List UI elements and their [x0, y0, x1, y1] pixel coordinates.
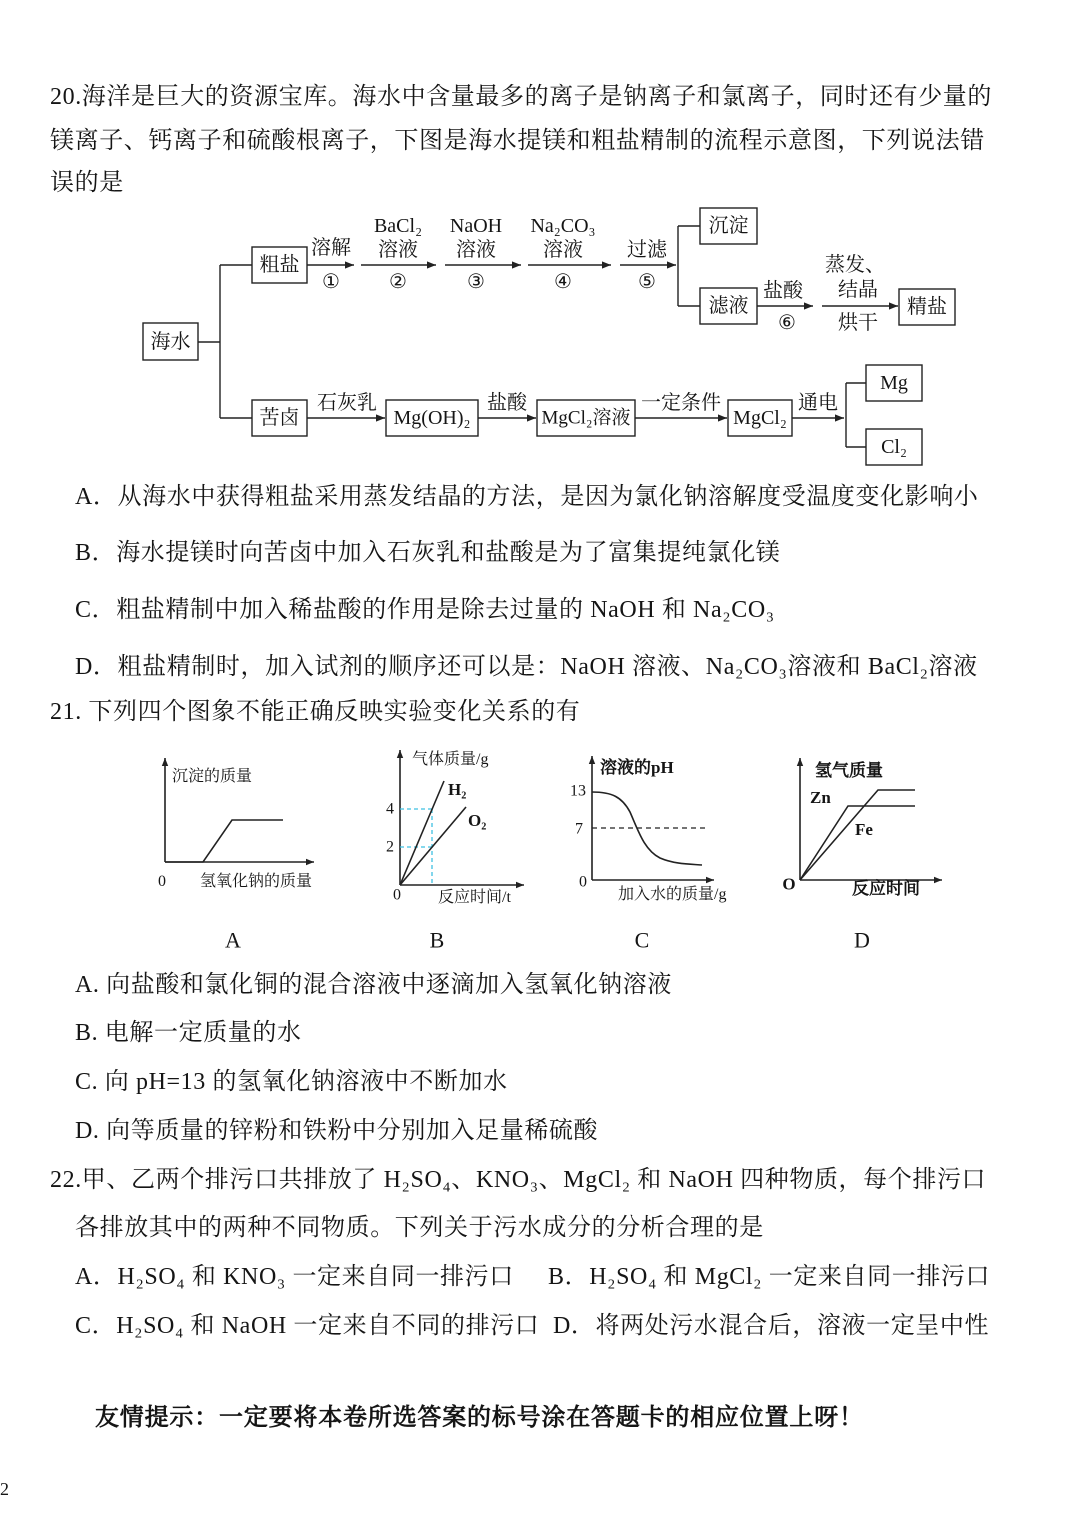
graph-c-tick-7: 7 [575, 820, 583, 838]
label-mgcl2-solution: MgCl₂溶液 [541, 407, 631, 429]
graph-d-y-label: 氢气质量 [815, 761, 883, 780]
electrolysis-branch-lines [846, 383, 866, 447]
friendly-tip: 友情提示：一定要将本卷所选答案的标号涂在答题卡的相应位置上呀！ [95, 1405, 864, 1431]
step5-number: ⑤ [638, 271, 656, 293]
lime-milk-label: 石灰乳 [317, 392, 377, 414]
step4-reagent: Na₂CO₃ [530, 215, 596, 237]
graph-a-origin: 0 [158, 873, 166, 890]
q21-option-c: C. 向 pH=13 的氢氧化钠溶液中不断加水 [75, 1069, 508, 1095]
step5-label: 过滤 [627, 239, 667, 261]
step3-reagent: NaOH [449, 215, 503, 237]
graph-b-y-label: 气体质量/g [412, 751, 489, 768]
seawater-branch-lines [198, 265, 252, 418]
step3-label: 溶液 [456, 239, 496, 261]
graph-a-caption: A [225, 927, 241, 953]
step1-label: 溶解 [311, 237, 351, 259]
q22-option-c: C．H₂SO₄ 和 NaOH 一定来自不同的排污口 [75, 1313, 540, 1339]
step2-number: ② [389, 271, 407, 293]
graph-d-fe-label: Fe [855, 820, 873, 839]
q21-option-b: B. 电解一定质量的水 [75, 1020, 302, 1046]
step7-label-line1: 蒸发、 [825, 254, 885, 276]
graph-b-tick-4: 4 [386, 800, 394, 818]
q20-stem-line-3: 误的是 [50, 170, 124, 196]
q20-option-c: C．粗盐精制中加入稀盐酸的作用是除去过量的 NaOH 和 Na₂CO₃ [75, 597, 775, 623]
step6-label: 盐酸 [763, 280, 803, 302]
graph-c [570, 756, 726, 953]
label-precipitate: 沉淀 [708, 215, 749, 237]
q22-option-b: B．H₂SO₄ 和 MgCl₂ 一定来自同一排污口 [548, 1264, 991, 1290]
q20-stem-line-1: 20.海洋是巨大的资源宝库。海水中含量最多的离子是钠离子和氯离子，同时还有少量的 [50, 84, 992, 110]
step4-label: 溶液 [543, 239, 583, 261]
label-filtrate: 滤液 [708, 295, 749, 317]
q21-option-d: D. 向等质量的锌粉和铁粉中分别加入足量稀硫酸 [75, 1118, 599, 1144]
graph-b-o2-line [400, 807, 466, 885]
graph-c-x-label: 加入水的质量/g [618, 886, 727, 903]
graph-b [386, 750, 524, 953]
graph-d [782, 758, 942, 953]
q20-option-d: D．粗盐精制时，加入试剂的顺序还可以是：NaOH 溶液、Na₂CO₃溶液和 BaCl₂溶液 [75, 654, 978, 680]
label-crude-salt: 粗盐 [259, 254, 300, 276]
flowchart [143, 208, 955, 465]
q22-option-a: A．H₂SO₄ 和 KNO₃ 一定来自同一排污口 [75, 1264, 514, 1290]
graph-d-x-label: 反应时间 [852, 879, 920, 898]
graph-b-o2-label: O₂ [468, 811, 487, 830]
conditions-label: 一定条件 [641, 392, 721, 414]
label-refined-salt: 精盐 [907, 296, 947, 318]
hydrochloric-acid-label: 盐酸 [487, 392, 527, 414]
step2-reagent: BaCl₂ [373, 215, 423, 237]
step3-number: ③ [467, 271, 485, 293]
graph-d-caption: D [854, 927, 870, 953]
label-cl2: Cl₂ [881, 436, 907, 458]
step6-number: ⑥ [778, 312, 796, 334]
graph-b-h2-line [400, 781, 444, 885]
label-mg-oh2: Mg(OH)₂ [393, 407, 471, 429]
step7-label-bottom: 烘干 [838, 312, 878, 334]
step7-label-line2: 结晶 [838, 279, 878, 301]
q20-option-a: A．从海水中获得粗盐采用蒸发结晶的方法，是因为氯化钠溶解度受温度变化影响小 [75, 484, 979, 510]
q20-stem-line-2: 镁离子、钙离子和硫酸根离子，下图是海水提镁和粗盐精制的流程示意图，下列说法错 [50, 128, 985, 154]
filter-branch-lines [678, 226, 700, 306]
step1-number: ① [322, 271, 340, 293]
q22-stem-line-2: 各排放其中的两种不同物质。下列关于污水成分的分析合理的是 [75, 1215, 764, 1241]
graph-c-tick-0: 0 [579, 873, 587, 891]
graph-d-origin: O [782, 874, 796, 894]
graph-b-tick-2: 2 [386, 838, 394, 856]
graph-b-h2-label: H₂ [448, 780, 467, 799]
graph-a-precipitate-line [165, 820, 283, 862]
graph-b-origin: 0 [393, 886, 401, 904]
step4-number: ④ [554, 271, 572, 293]
electrolysis-label: 通电 [798, 392, 838, 414]
q21-option-a: A. 向盐酸和氯化铜的混合溶液中逐滴加入氢氧化钠溶液 [75, 972, 672, 998]
graph-b-x-label: 反应时间/t [438, 889, 511, 906]
graph-d-zn-label: Zn [810, 788, 831, 807]
label-seawater: 海水 [150, 331, 191, 353]
label-mg: Mg [880, 372, 908, 394]
graph-c-y-label: 溶液的pH [600, 758, 674, 777]
q20-option-b: B．海水提镁时向苦卤中加入石灰乳和盐酸是为了富集提纯氯化镁 [75, 540, 781, 566]
q21-stem: 21. 下列四个图象不能正确反映实验变化关系的有 [50, 699, 581, 725]
graph-a [158, 758, 314, 953]
graph-c-caption: C [634, 927, 650, 953]
label-bittern: 苦卤 [259, 407, 300, 429]
page-number: 2 [0, 1479, 9, 1499]
graph-c-tick-13: 13 [570, 782, 586, 800]
graph-a-x-label: 氢氧化钠的质量 [200, 873, 313, 890]
step2-label: 溶液 [378, 239, 418, 261]
graph-a-y-label: 沉淀的质量 [172, 768, 253, 785]
q22-option-d: D．将两处污水混合后，溶液一定呈中性 [553, 1313, 990, 1339]
q22-stem-line-1: 22.甲、乙两个排污口共排放了 H₂SO₄、KNO₃、MgCl₂ 和 NaOH 四种物质，每个排污口 [50, 1167, 987, 1193]
graph-d-zn-line [800, 806, 915, 880]
label-mgcl2: MgCl₂ [733, 407, 787, 429]
graph-b-caption: B [429, 927, 445, 953]
